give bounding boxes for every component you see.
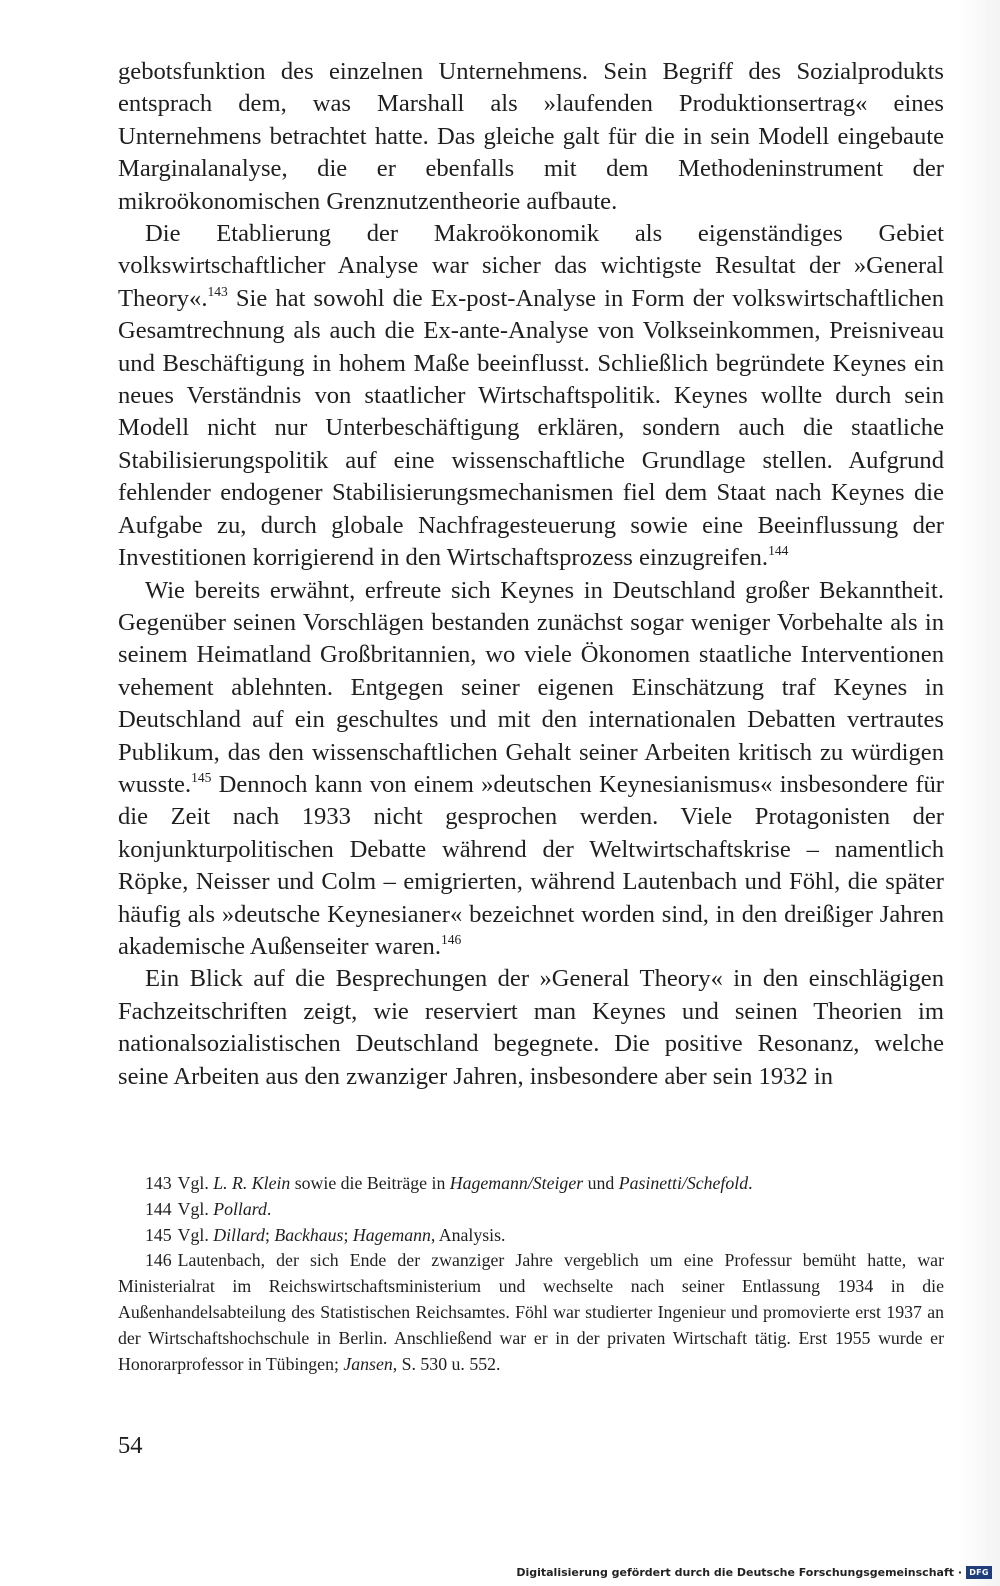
footnote-144 <box>118 1197 944 1223</box>
paragraph-3 <box>118 575 944 964</box>
paragraph-4 <box>118 963 944 1093</box>
dfg-logo: DFG <box>966 1566 992 1579</box>
footnote-author: Hagemann/Steiger <box>449 1173 584 1193</box>
footnote-author: Jansen <box>343 1353 393 1374</box>
footnote-ref-144[interactable]: 144 <box>768 542 789 558</box>
paragraph-4-text: Ein Blick auf die Besprechungen der »General Theory« in den einschlägigen Fachzeitschriften zeigt, wie reserviert man Keynes und seinen Theorien im nationalsozialistischen Deutschland begegnete. Die positive Resonanz, welche seine Arbeiten aus den zwanziger Jahren, insbesondere aber sein 1932 in <box>118 965 944 1090</box>
footnote-text: ; <box>264 1224 275 1245</box>
footnote-text: , Analysis. <box>430 1224 506 1245</box>
footnote-author: Hagemann <box>352 1224 431 1245</box>
footnote-143 <box>118 1171 944 1197</box>
footnote-145 <box>118 1223 944 1249</box>
footnote-text: Vgl. <box>177 1198 214 1219</box>
page-number: 54 <box>118 1432 143 1459</box>
footnote-text: Vgl. <box>177 1224 214 1245</box>
footnote-text: . <box>748 1173 753 1193</box>
paragraph-2-text-b: Sie hat sowohl die Ex-post-Analyse in Form der volkswirtschaftlichen Gesamtrechnung als auch die Ex-ante-Analyse von Volkseinkommen, Preisniveau und Beschäftigung in hohem Maße beeinflusst. Schließlich begründete Keynes ein neues Verständnis von staatlicher Wirtschaftspolitik. Keynes wollte durch sein Modell nicht nur Unterbeschäftigung erklären, sondern auch die staatliche Stabilisierungspolitik auf eine wissenschaftliche Grundlage stellen. Aufgrund fehlender endogener Stabilisierungsmechanismen fiel dem Staat nach Keynes die Aufgabe zu, durch globale Nachfragesteuerung sowie eine Beeinflussung der Investitionen korrigierend in den Wirtschaftsprozess einzugreifen. <box>118 284 944 572</box>
paragraph-2 <box>118 218 944 574</box>
footnote-text: ; <box>343 1224 353 1245</box>
footnote-ref-145[interactable]: 145 <box>191 769 212 785</box>
footnote-author: L. R. Klein <box>213 1173 291 1193</box>
footnote-146 <box>118 1248 944 1377</box>
footnote-author: Pollard <box>213 1198 267 1219</box>
paragraph-3-text-a: Wie bereits erwähnt, erfreute sich Keynes in Deutschland großer Bekanntheit. Gegenüber seinen Vorschlägen bestanden zunächst sogar weniger Vorbehalte als in seinem Heimatland Großbritannien, wo viele Ökonomen staatliche Interventionen vehement ablehnten. Entgegen seiner eigenen Einschätzung traf Keynes in Deutschland auf ein geschultes und mit den internationalen Debatten vertrautes Publikum, das den wissenschaftlichen Gehalt seiner Arbeiten kritisch zu würdigen wusste. <box>118 576 944 798</box>
footnote-number: 145 <box>145 1224 172 1245</box>
footer-credit-text: Digitalisierung gefördert durch die Deutsche Forschungsgemeinschaft · <box>516 1565 962 1579</box>
footnote-author: Backhaus <box>274 1224 344 1245</box>
digitization-footer <box>516 1564 992 1580</box>
footnote-number: 143 <box>145 1173 172 1193</box>
paragraph-3-text-b: Dennoch kann von einem »deutschen Keynesianismus« insbesondere für die Zeit nach 1933 nicht gesprochen werden. Viele Protagonisten der konjunkturpolitischen Debatte während der Weltwirtschaftskrise – namentlich Röpke, Neisser und Colm – emigrierten, während Lautenbach und Föhl, die später häufig als »deutsche Keynesianer« bezeichnet worden sind, in den dreißiger Jahren akademische Außenseiter waren. <box>118 770 944 960</box>
footnote-ref-143[interactable]: 143 <box>207 283 228 299</box>
scan-edge-shadow <box>958 0 1000 1586</box>
footnote-number: 144 <box>145 1198 172 1219</box>
footnote-text: Lautenbach, der sich Ende der zwanziger Jahre vergeblich um eine Professur bemüht hatte, war Ministerialrat im Reichswirtschaftsministerium und wechselte nach seiner Entlassung 1934 in die Außenhandelsabteilung des Statistischen Reichsamtes. Föhl war studierter Ingenieur und promovierte erst 1937 an der Wirtschaftshochschule in Berlin. Anschließend war er in der privaten Wirtschaft tätig. Erst 1955 wurde er Honorarprofessor in Tübingen; <box>118 1250 944 1374</box>
paragraph-1 <box>118 56 944 218</box>
footnote-number: 146 <box>145 1250 172 1271</box>
footnotes <box>118 1171 944 1377</box>
footnote-text: sowie die Beiträge in <box>290 1173 450 1193</box>
footnote-text: und <box>583 1173 619 1193</box>
footnote-author: Pasinetti/Schefold <box>618 1173 749 1193</box>
footnote-ref-146[interactable]: 146 <box>441 931 462 947</box>
footnote-text: . <box>266 1198 272 1219</box>
paragraph-1-text: gebotsfunktion des einzelnen Unternehmens. Sein Begriff des Sozialprodukts entsprach dem, was Marshall als »laufenden Produktionsertrag« eines Unternehmens betrachtet hatte. Das gleiche galt für die in sein Modell eingebaute Marginalanalyse, die er ebenfalls mit dem Methodeninstrument der mikroökonomischen Grenznutzentheorie aufbaute. <box>118 58 944 215</box>
paragraph-2-text-a: Die Etablierung der Makroökonomik als eigenständiges Gebiet volkswirtschaftlicher Analyse war sicher das wichtigste Resultat der »General Theory«. <box>118 220 944 312</box>
footnote-text: , S. 530 u. 552. <box>392 1353 501 1374</box>
main-text <box>118 56 944 1093</box>
footnote-author: Dillard <box>213 1224 265 1245</box>
footnote-text: Vgl. <box>177 1173 214 1193</box>
